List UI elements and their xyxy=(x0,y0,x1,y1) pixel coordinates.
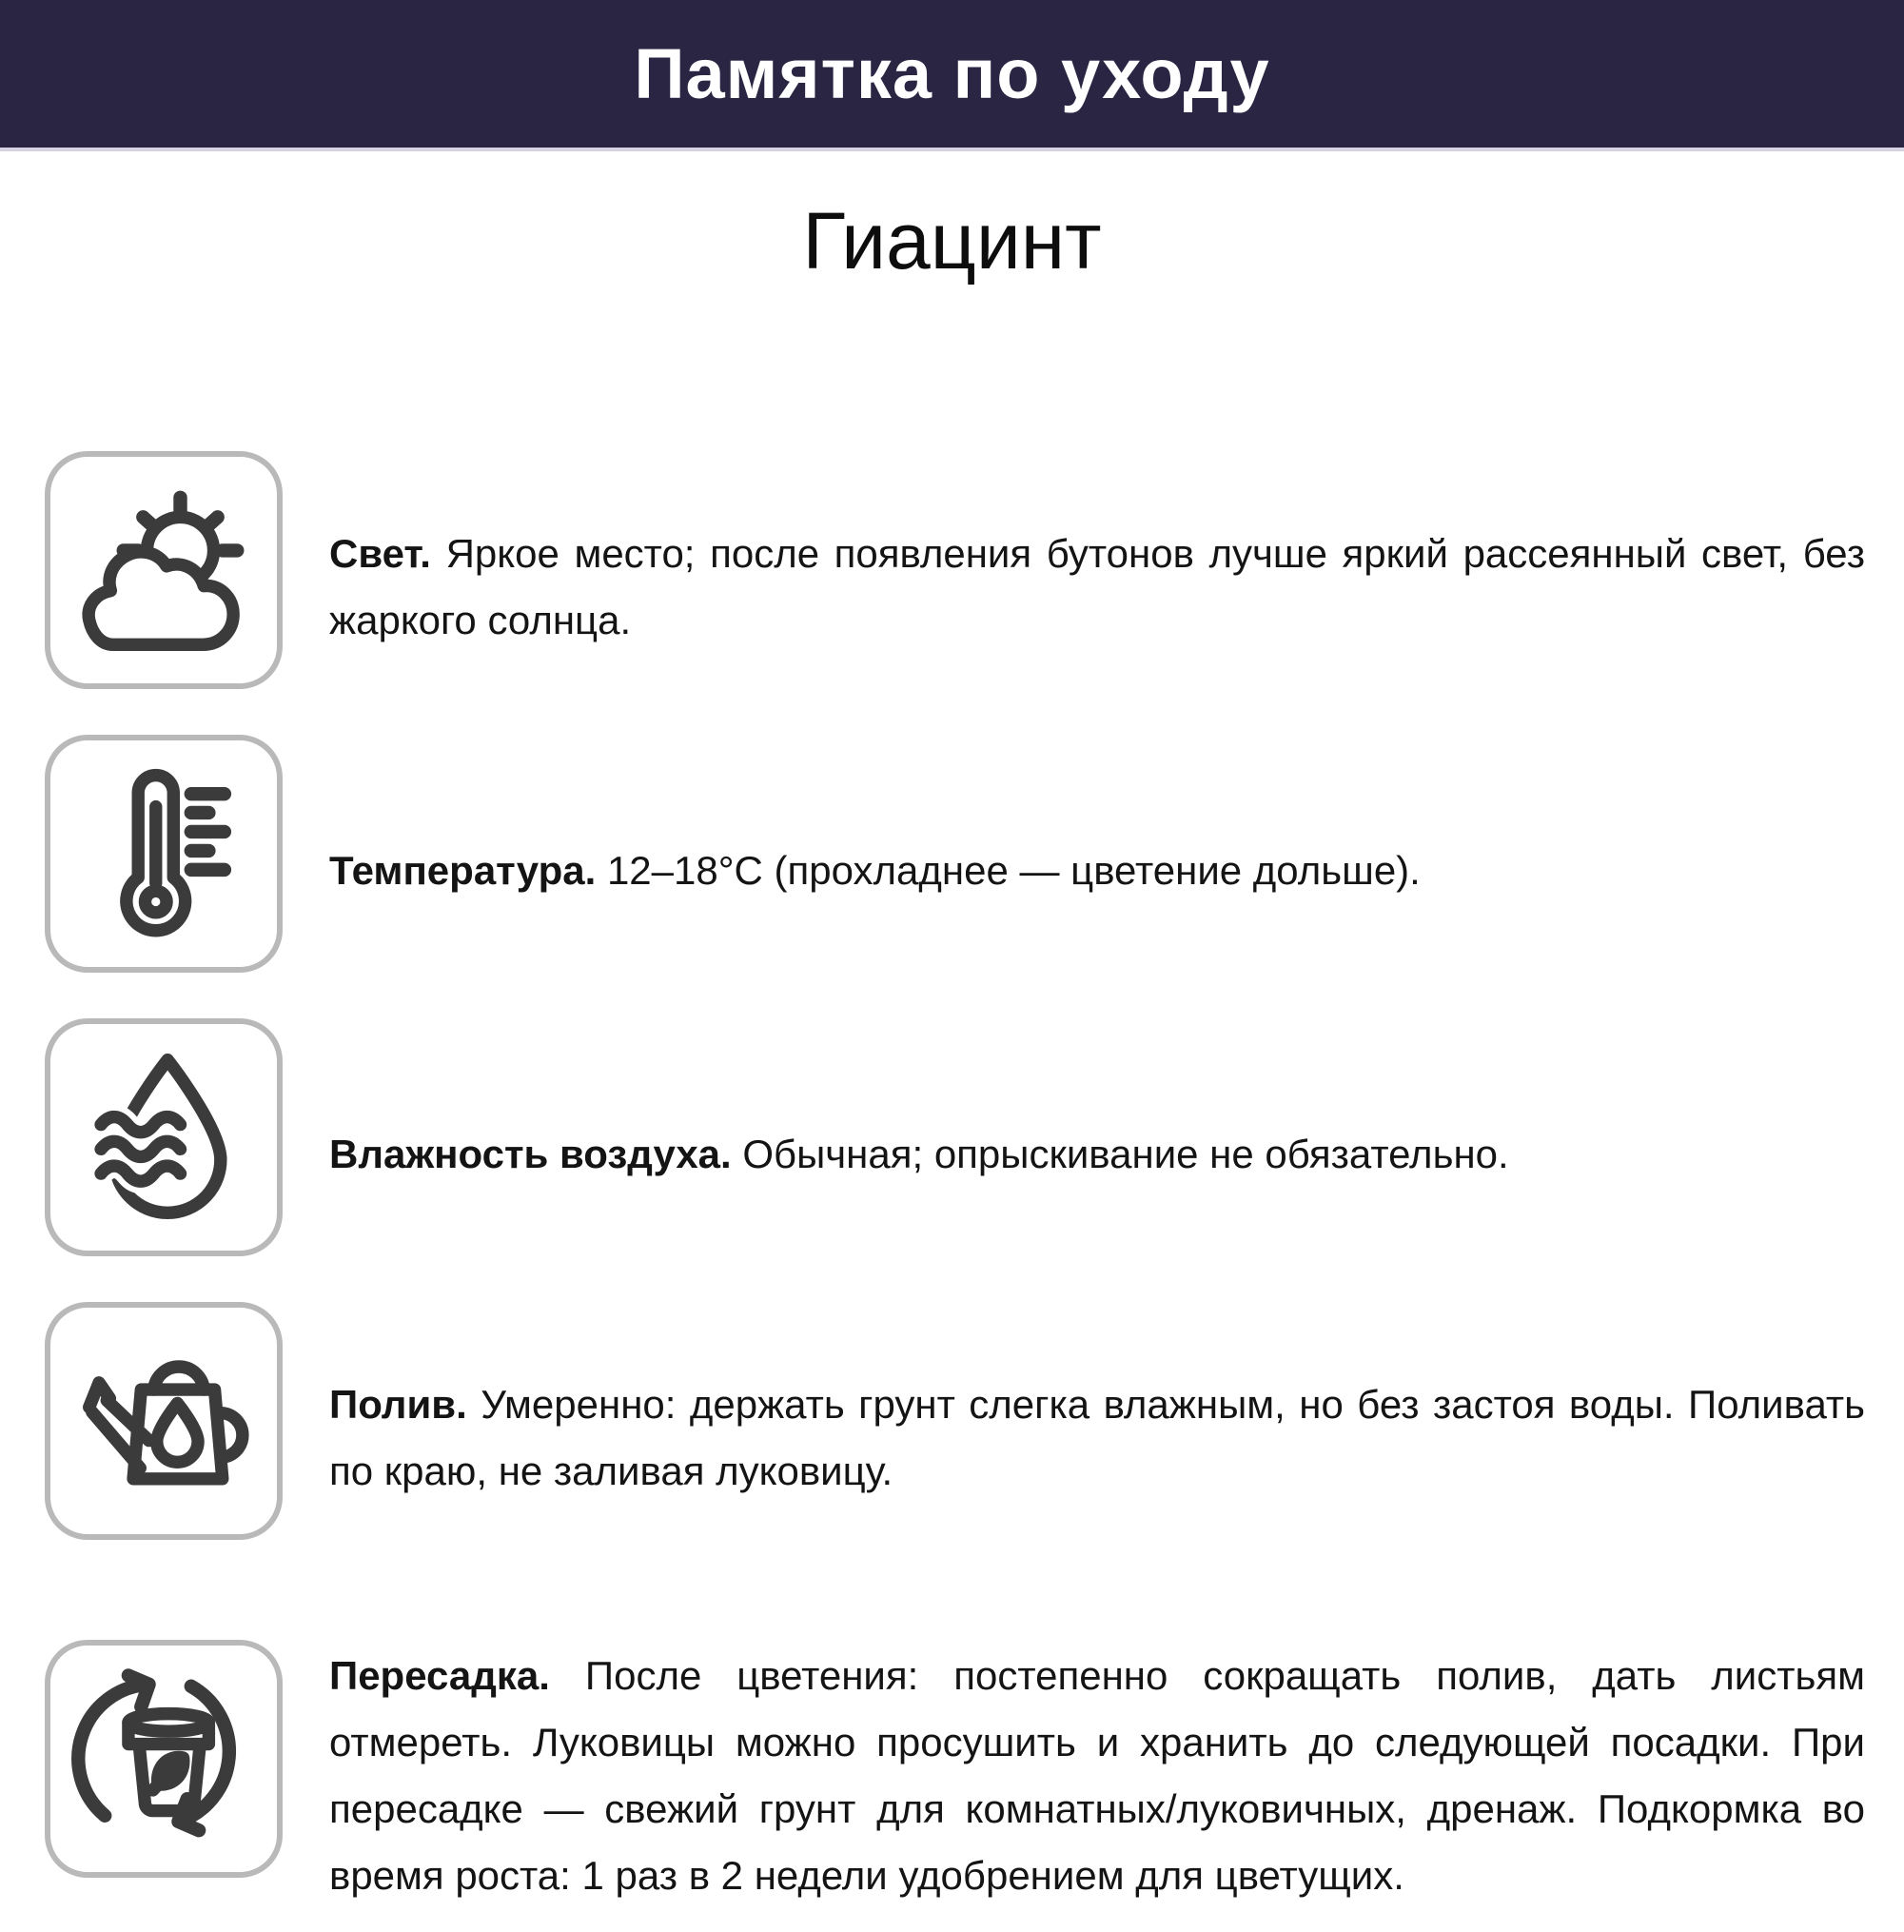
repotting-icon-box xyxy=(45,1640,283,1878)
humidity-description: Обычная; опрыскивание не обязательно. xyxy=(742,1131,1509,1176)
repotting-text xyxy=(329,1643,1865,1909)
humidity-label: Влажность воздуха. xyxy=(329,1131,732,1176)
plant-name-title: Гиацинт xyxy=(802,196,1102,286)
header-bar xyxy=(0,0,1904,151)
humidity-drop-icon xyxy=(66,1039,262,1235)
watering-icon-box xyxy=(45,1302,283,1540)
repotting-description: После цветения: постепенно сокращать полив, дать листьям отмереть. Луковицы можно просушить и хранить до следующей посадки. При пересадке — свежий грунт для комнатных/луковичных, дренаж. Подкормка во время роста: 1 раз в 2 недели удобрением для цветущих. xyxy=(329,1652,1865,1898)
care-section-repotting xyxy=(45,1586,1865,1932)
thermometer-icon xyxy=(66,756,262,952)
watering-can-icon xyxy=(66,1323,262,1519)
humidity-text xyxy=(329,1121,1865,1188)
care-section-temperature xyxy=(45,735,1865,973)
care-section-humidity xyxy=(45,1018,1865,1256)
light-description: Яркое место; после появления бутонов лучше яркий рассеянный свет, без жаркого солнца. xyxy=(329,530,1865,642)
care-section-watering xyxy=(45,1302,1865,1540)
repotting-label: Пересадка. xyxy=(329,1652,550,1698)
watering-description: Умеренно: держать грунт слегка влажным, но без застоя воды. Поливать по краю, не заливая луковицу. xyxy=(329,1381,1865,1493)
page-title: Памятка по уходу xyxy=(634,34,1270,113)
temperature-text xyxy=(329,838,1865,904)
light-label: Свет. xyxy=(329,530,431,576)
repot-cycle-icon xyxy=(66,1661,262,1857)
temperature-label: Температура. xyxy=(329,847,597,893)
humidity-icon-box xyxy=(45,1018,283,1256)
sun-behind-cloud-icon xyxy=(66,472,262,668)
temperature-description: 12–18°C (прохладнее — цветение дольше). xyxy=(606,847,1421,893)
care-sections xyxy=(0,451,1904,1932)
watering-text xyxy=(329,1371,1865,1505)
temperature-icon-box xyxy=(45,735,283,973)
light-text xyxy=(329,521,1865,654)
light-icon-box xyxy=(45,451,283,689)
watering-label: Полив. xyxy=(329,1381,467,1427)
care-section-light xyxy=(45,451,1865,689)
